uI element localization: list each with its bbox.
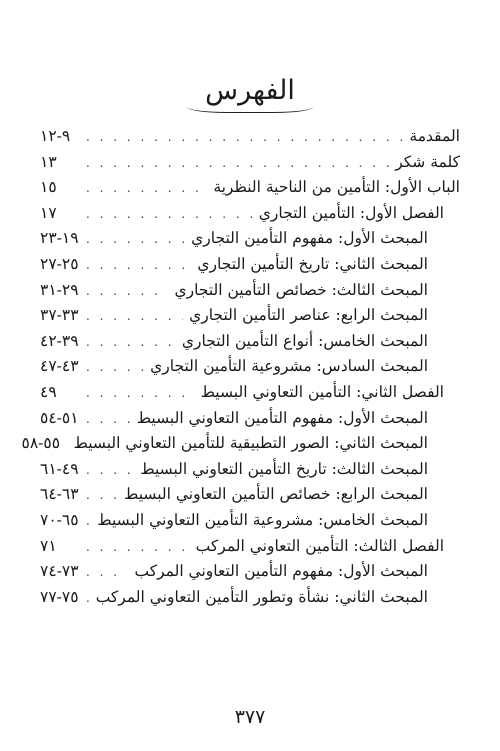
toc-entry-label: المبحث الثاني: نشأة وتطور التأمين التعاوني المركب <box>95 587 428 606</box>
toc-entry <box>40 537 460 563</box>
toc-entry-pages: ١٩-٢٣ <box>40 229 79 248</box>
toc-entry-pages: ٦٣-٦٤ <box>40 485 79 504</box>
toc-entry-pages: ١٧ <box>40 203 57 222</box>
dot-leader <box>86 488 118 502</box>
dot-leader <box>86 207 253 221</box>
toc-entry-label: المبحث الثاني: تاريخ التأمين التجاري <box>197 254 428 273</box>
toc-entry-pages: ٧١ <box>40 536 57 555</box>
toc-entry <box>40 332 460 358</box>
toc-entry <box>40 229 460 255</box>
toc-entry-label: الباب الأول: التأمين من الناحية النظرية <box>213 178 460 197</box>
dot-leader <box>86 591 90 605</box>
dot-leader <box>86 463 134 477</box>
dot-leader <box>86 386 195 400</box>
toc-entry <box>40 178 460 204</box>
toc-entry-label: المبحث الثالث: تاريخ التأمين التعاوني البسيط <box>140 459 428 478</box>
toc-entry-pages: ٦٥-٧٠ <box>40 510 79 529</box>
toc-entry-label: المبحث الأول: مفهوم التأمين التجاري <box>191 229 428 248</box>
toc-entry-label: المبحث الثاني: الصور التطبيقية للتأمين التعاوني البسيط <box>73 434 428 453</box>
table-of-contents <box>21 127 460 613</box>
toc-entry-label: المبحث الثالث: خصائص التأمين التجاري <box>174 280 428 299</box>
toc-entry <box>40 588 460 614</box>
dot-leader <box>86 412 131 426</box>
dot-leader <box>86 309 183 323</box>
toc-entry <box>40 357 460 383</box>
toc-entry <box>21 434 460 460</box>
toc-entry-pages: ٤٩-٦١ <box>40 459 79 478</box>
toc-entry-pages: ٤٩ <box>40 382 57 401</box>
toc-entry-label: المبحث الأول: مفهوم التأمين التعاوني البسيط <box>136 408 428 427</box>
toc-entry-label: المبحث الرابع: عناصر التأمين التجاري <box>189 306 428 325</box>
toc-entry-label: المبحث الخامس: أنواع التأمين التجاري <box>181 331 428 350</box>
toc-entry-pages: ٥١-٥٤ <box>40 408 79 427</box>
toc-entry-pages: ٣٩-٤٢ <box>40 331 79 350</box>
dot-leader <box>86 284 168 298</box>
toc-entry <box>40 255 460 281</box>
title-wrap <box>0 74 500 113</box>
toc-entry-label: كلمة شكر <box>395 152 460 171</box>
dot-leader <box>86 156 389 170</box>
toc-entry-label: المبحث الخامس: مشروعية التأمين التعاوني البسيط <box>97 510 428 529</box>
toc-entry-label: الفصل الثالث: التأمين التعاوني المركب <box>195 536 444 555</box>
toc-entry <box>40 204 460 230</box>
toc-entry-label: المقدمة <box>409 127 460 145</box>
toc-entry-label: الفصل الأول: التأمين التجاري <box>258 203 444 222</box>
dot-leader <box>86 232 185 246</box>
toc-entry-pages: ٧٥-٧٧ <box>40 587 79 606</box>
toc-entry <box>40 511 460 537</box>
dot-leader <box>86 360 144 374</box>
toc-entry-pages: ٩-١٢ <box>40 127 71 145</box>
toc-entry-pages: ٧٣-٧٤ <box>40 562 79 581</box>
toc-entry-label: المبحث السادس: مشروعية التأمين التجاري <box>150 357 428 376</box>
toc-entry <box>40 383 460 409</box>
toc-entry-label: الفصل الثاني: التأمين التعاوني البسيط <box>200 382 444 401</box>
page-number: ٣٧٧ <box>234 706 266 728</box>
dot-leader <box>86 130 403 144</box>
toc-entry-pages: ١٣ <box>40 152 57 171</box>
toc-entry-label: المبحث الأول: مفهوم التأمين التعاوني المركب <box>134 562 428 581</box>
toc-entry-pages: ١٥ <box>40 178 57 197</box>
toc-entry <box>40 562 460 588</box>
toc-entry <box>40 460 460 486</box>
toc-entry <box>40 306 460 332</box>
toc-entry-pages: ٤٣-٤٧ <box>40 357 79 376</box>
dot-leader <box>86 181 207 195</box>
toc-entry <box>40 127 460 153</box>
toc-entry-label: المبحث الرابع: خصائص التأمين التعاوني البسيط <box>123 485 428 504</box>
dot-leader <box>86 514 91 528</box>
toc-entry <box>40 153 460 179</box>
toc-entry-pages: ٢٩-٣١ <box>40 280 79 299</box>
page-title: الفهرس <box>187 74 313 113</box>
toc-entry <box>40 485 460 511</box>
toc-entry <box>40 281 460 307</box>
dot-leader <box>86 540 190 554</box>
dot-leader <box>86 565 128 579</box>
toc-entry-pages: ٣٣-٣٧ <box>40 306 79 325</box>
toc-entry <box>40 409 460 435</box>
dot-leader <box>86 258 191 272</box>
toc-entry-pages: ٥٥-٥٨ <box>21 434 61 453</box>
toc-entry-pages: ٢٥-٢٧ <box>40 254 79 273</box>
dot-leader <box>86 335 176 349</box>
